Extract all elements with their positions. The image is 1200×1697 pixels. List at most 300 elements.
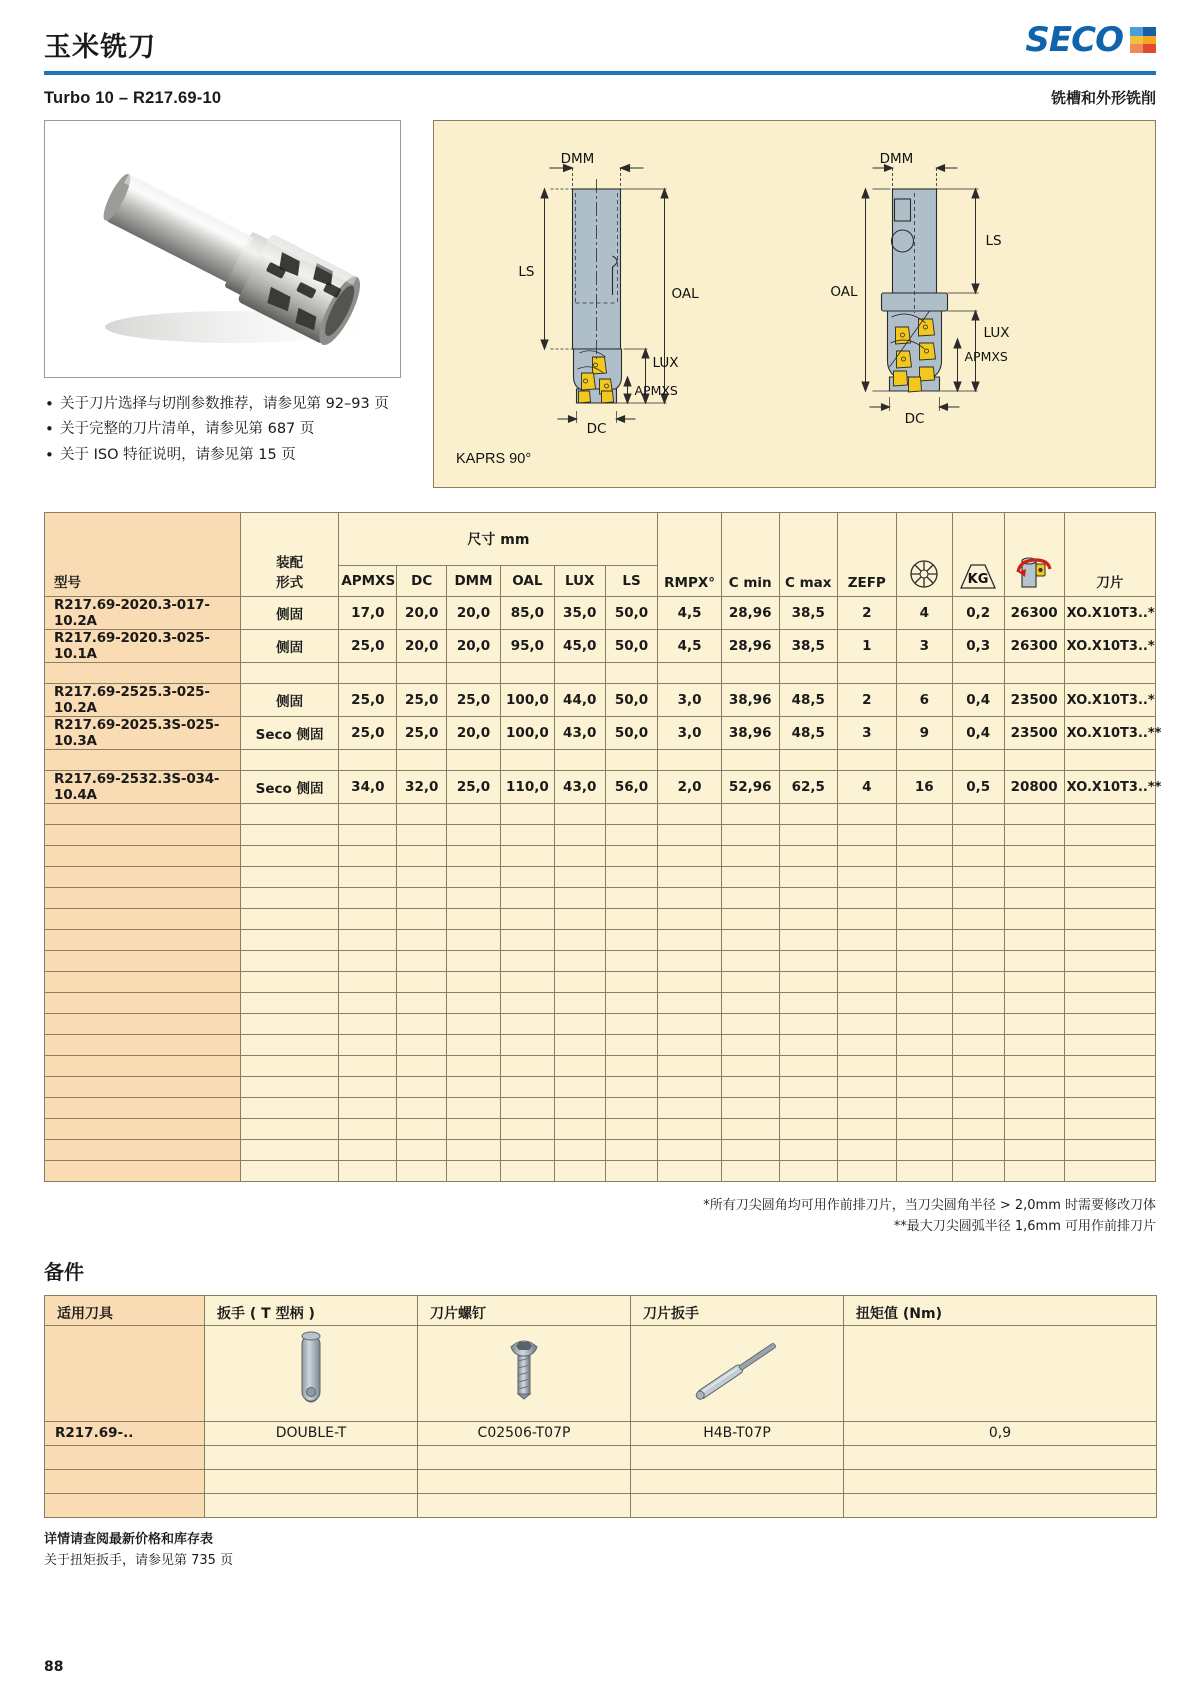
empty-cell [658,1056,721,1077]
empty-cell [240,888,338,909]
cell-cmin: 28,96 [721,630,779,663]
cell-dmm: 20,0 [447,630,501,663]
acc-col-key: 刀片扳手 [631,1295,844,1325]
empty-cell [500,1056,554,1077]
empty-cell [658,1140,721,1161]
spacer-cell [240,663,338,684]
empty-model-cell [45,909,241,930]
empty-cell [952,1056,1004,1077]
empty-cell [240,1140,338,1161]
spacer-cell [339,750,397,771]
cell-ls: 50,0 [605,597,658,630]
empty-cell [418,1469,631,1493]
empty-cell [605,972,658,993]
empty-cell [605,1056,658,1077]
cell-kg: 0,4 [952,717,1004,750]
empty-model-cell [45,993,241,1014]
col-header-max-rpm [1004,513,1064,597]
spacer-cell [240,750,338,771]
empty-cell [1004,993,1064,1014]
empty-model-cell [45,846,241,867]
col-group-dimensions: 尺寸 mm [339,513,658,566]
empty-cell [896,888,952,909]
empty-cell [554,972,605,993]
empty-cell [896,909,952,930]
empty-cell [605,825,658,846]
spacer-cell [896,663,952,684]
spacer-cell [658,750,721,771]
empty-cell [837,1056,896,1077]
empty-cell [658,1119,721,1140]
cell-apmxs: 25,0 [339,630,397,663]
empty-cell [1004,1161,1064,1182]
empty-cell [554,1098,605,1119]
spacer-cell [837,663,896,684]
acc-image-torque-blank [844,1325,1157,1421]
empty-cell [397,1056,447,1077]
logo-wordmark: SECO [1025,20,1123,60]
empty-cell [240,1035,338,1056]
empty-cell [554,1140,605,1161]
empty-cell [397,846,447,867]
spacer-cell [397,750,447,771]
cell-insert: XO.X10T3..* [1064,630,1155,663]
cell-rmpx: 3,0 [658,717,721,750]
spacer-cell [952,663,1004,684]
empty-cell [1064,1098,1155,1119]
col-header-zefp: ZEFP [837,513,896,597]
empty-cell [447,1119,501,1140]
empty-cell [339,804,397,825]
cell-dmm: 20,0 [447,717,501,750]
cell-teeth: 9 [896,717,952,750]
empty-cell [1064,993,1155,1014]
empty-cell [500,1140,554,1161]
empty-cell [500,1161,554,1182]
cell-zefp: 2 [837,597,896,630]
cell-apmxs: 25,0 [339,684,397,717]
empty-cell [952,951,1004,972]
empty-cell [658,1035,721,1056]
cell-insert: XO.X10T3..* [1064,684,1155,717]
spacer-cell [837,750,896,771]
empty-cell [658,972,721,993]
empty-cell [896,951,952,972]
table-empty-row [45,993,1156,1014]
empty-cell [779,804,837,825]
empty-cell [631,1445,844,1469]
cell-rmpx: 2,0 [658,771,721,804]
empty-cell [554,1161,605,1182]
cell-key: H4B-T07P [631,1421,844,1445]
page-header [44,0,1156,64]
empty-cell [240,1119,338,1140]
empty-cell [1004,846,1064,867]
empty-cell [837,867,896,888]
empty-cell [1004,1056,1064,1077]
table-empty-row [45,825,1156,846]
col-header-dmm: DMM [447,566,501,597]
empty-cell [205,1493,418,1517]
cell-kg: 0,4 [952,684,1004,717]
empty-cell [605,1035,658,1056]
empty-cell [837,804,896,825]
empty-cell [240,1098,338,1119]
empty-cell [1004,951,1064,972]
empty-cell [339,846,397,867]
footnote-double-star: **最大刀尖圆弧半径 1,6mm 可用作前排刀片 [893,1219,1156,1235]
cell-insert: XO.X10T3..* [1064,597,1155,630]
empty-model-cell [45,1077,241,1098]
empty-cell [1064,1056,1155,1077]
empty-model-cell [45,867,241,888]
empty-cell [1064,804,1155,825]
empty-cell [837,1035,896,1056]
empty-cell [447,804,501,825]
insert-key-icon [683,1332,791,1410]
empty-cell [721,1077,779,1098]
cell-teeth: 3 [896,630,952,663]
empty-cell [896,972,952,993]
empty-cell [1064,972,1155,993]
empty-cell [658,951,721,972]
cell-lux: 43,0 [554,771,605,804]
empty-cell [605,1077,658,1098]
bullet-item: • 关于完整的刀片清单，请参见第 687 页 [44,417,401,442]
empty-cell [779,1035,837,1056]
empty-cell [896,867,952,888]
empty-model-cell [45,972,241,993]
empty-cell [339,1035,397,1056]
table-empty-row [45,1056,1156,1077]
empty-cell [896,1077,952,1098]
empty-cell [1064,930,1155,951]
empty-cell [721,951,779,972]
empty-cell [1004,1140,1064,1161]
cell-mount: Seco 侧固 [240,771,338,804]
cell-screw: C02506-T07P [418,1421,631,1445]
cell-oal: 85,0 [500,597,554,630]
col-header-lux: LUX [554,566,605,597]
accessories-row [45,1421,1157,1445]
empty-cell [500,804,554,825]
empty-cell [605,993,658,1014]
cell-rpm: 20800 [1004,771,1064,804]
empty-cell [397,804,447,825]
cell-mount: Seco 侧固 [240,717,338,750]
empty-tool-cell [45,1493,205,1517]
table-row [45,630,1156,663]
cell-dmm: 25,0 [447,771,501,804]
col-header-cmax: C max [779,513,837,597]
cell-dc: 25,0 [397,717,447,750]
empty-cell [605,804,658,825]
empty-cell [1064,1035,1155,1056]
empty-cell [779,867,837,888]
table-empty-row [45,1014,1156,1035]
cell-cmax: 48,5 [779,717,837,750]
empty-cell [779,1140,837,1161]
empty-cell [844,1469,1157,1493]
spacer-cell [1004,750,1064,771]
cell-dc: 25,0 [397,684,447,717]
empty-cell [1064,951,1155,972]
empty-cell [240,972,338,993]
empty-tool-cell [45,1469,205,1493]
empty-cell [896,846,952,867]
empty-cell [339,951,397,972]
empty-cell [721,909,779,930]
empty-cell [500,972,554,993]
empty-cell [721,1140,779,1161]
empty-cell [896,1056,952,1077]
dim-label-apmxs: APMXS [634,383,678,398]
empty-cell [658,804,721,825]
empty-cell [658,888,721,909]
empty-cell [554,1077,605,1098]
col-header-dc: DC [397,566,447,597]
col-header-mount [240,513,338,597]
accessories-image-row [45,1325,1157,1421]
accessories-table [44,1295,1157,1518]
table-empty-row [45,951,1156,972]
empty-cell [1064,909,1155,930]
empty-cell [1064,825,1155,846]
spacer-cell [605,663,658,684]
table-empty-row [45,930,1156,951]
cell-wrench: DOUBLE-T [205,1421,418,1445]
table-spacer-row [45,750,1156,771]
empty-cell [554,1035,605,1056]
empty-cell [500,1014,554,1035]
col-header-insert: 刀片 [1064,513,1155,597]
table-empty-row [45,804,1156,825]
dim-label-lux: LUX [652,355,679,371]
empty-cell [721,888,779,909]
cell-cmin: 52,96 [721,771,779,804]
empty-cell [779,909,837,930]
cell-apmxs: 34,0 [339,771,397,804]
empty-cell [837,1119,896,1140]
empty-cell [1064,1077,1155,1098]
empty-cell [1004,804,1064,825]
empty-cell [1004,867,1064,888]
spacer-cell [605,750,658,771]
empty-cell [952,930,1004,951]
table-footnotes [44,1195,1156,1238]
cell-applicable-tool: R217.69-.. [45,1421,205,1445]
empty-cell [605,1119,658,1140]
empty-cell [837,1161,896,1182]
accessories-empty-row [45,1445,1157,1469]
empty-model-cell [45,930,241,951]
cell-model: R217.69-2532.3S-034-10.4A [45,771,241,804]
empty-cell [605,909,658,930]
empty-cell [397,972,447,993]
table-empty-row [45,1077,1156,1098]
empty-cell [896,1014,952,1035]
empty-cell [240,1077,338,1098]
spacer-cell [1064,750,1155,771]
empty-cell [554,909,605,930]
empty-cell [837,1077,896,1098]
table-empty-row [45,888,1156,909]
empty-cell [721,1035,779,1056]
empty-cell [896,1119,952,1140]
mount-line-2: 形式 [276,575,304,591]
cell-dc: 20,0 [397,630,447,663]
empty-cell [447,846,501,867]
table-empty-row [45,909,1156,930]
empty-cell [1004,888,1064,909]
spacer-model-cell [45,663,241,684]
dim-label-ls: LS [518,264,535,280]
empty-cell [240,825,338,846]
col-header-rmpx: RMPX° [658,513,721,597]
empty-cell [605,1098,658,1119]
empty-cell [397,1014,447,1035]
empty-cell [554,804,605,825]
empty-cell [447,1140,501,1161]
spacer-cell [397,663,447,684]
spacer-cell [1004,663,1064,684]
empty-cell [1064,1140,1155,1161]
accessories-empty-row [45,1493,1157,1517]
cutter-teeth-icon [906,557,942,591]
cell-zefp: 3 [837,717,896,750]
empty-cell [952,909,1004,930]
empty-cell [721,1056,779,1077]
empty-cell [447,930,501,951]
empty-model-cell [45,1014,241,1035]
empty-cell [837,972,896,993]
col-header-model: 型号 [45,513,241,597]
empty-cell [605,867,658,888]
empty-cell [1004,1098,1064,1119]
empty-cell [631,1493,844,1517]
application-label: 铣槽和外形铣削 [1050,90,1156,107]
bottom-note-price: 详情请查阅最新价格和库存表 [44,1531,214,1547]
empty-cell [500,993,554,1014]
kaprs-label: KAPRS 90° [456,451,532,467]
acc-col-tool: 适用刀具 [45,1295,205,1325]
cell-model: R217.69-2025.3S-025-10.3A [45,717,241,750]
empty-model-cell [45,804,241,825]
empty-cell [500,909,554,930]
spacer-cell [500,663,554,684]
cell-cmin: 38,96 [721,684,779,717]
spacer-cell [658,663,721,684]
table-empty-row [45,972,1156,993]
empty-cell [658,930,721,951]
empty-model-cell [45,1119,241,1140]
bullet-item: • 关于刀片选择与切削参数推荐，请参见第 92–93 页 [44,392,401,417]
empty-cell [240,909,338,930]
empty-cell [554,951,605,972]
cell-rpm: 23500 [1004,684,1064,717]
empty-cell [339,909,397,930]
spacer-cell [952,750,1004,771]
empty-cell [721,1119,779,1140]
empty-model-cell [45,1140,241,1161]
empty-cell [952,1140,1004,1161]
empty-cell [339,1140,397,1161]
empty-cell [952,993,1004,1014]
empty-cell [500,888,554,909]
dim-label-dmm: DMM [560,151,595,167]
empty-cell [779,930,837,951]
empty-cell [1064,846,1155,867]
empty-cell [844,1445,1157,1469]
empty-cell [779,1098,837,1119]
empty-cell [896,930,952,951]
empty-cell [397,993,447,1014]
empty-cell [721,972,779,993]
empty-cell [397,888,447,909]
empty-cell [952,972,1004,993]
spacer-cell [779,750,837,771]
spacer-cell [896,750,952,771]
empty-cell [779,1161,837,1182]
empty-cell [1064,1161,1155,1182]
cell-cmax: 48,5 [779,684,837,717]
table-row [45,597,1156,630]
cell-rpm: 26300 [1004,597,1064,630]
empty-cell [500,846,554,867]
cell-rpm: 23500 [1004,717,1064,750]
empty-cell [554,930,605,951]
empty-cell [554,1119,605,1140]
empty-cell [952,825,1004,846]
cell-teeth: 6 [896,684,952,717]
empty-cell [240,846,338,867]
empty-cell [240,930,338,951]
empty-cell [658,825,721,846]
col-header-weight [952,513,1004,597]
cell-kg: 0,2 [952,597,1004,630]
empty-model-cell [45,1098,241,1119]
empty-cell [397,951,447,972]
cell-insert: XO.X10T3..** [1064,771,1155,804]
dim-label-dmm-2: DMM [879,151,914,167]
empty-cell [447,1014,501,1035]
bullet-item: • 关于 ISO 特征说明，请参见第 15 页 [44,443,401,468]
cell-lux: 44,0 [554,684,605,717]
empty-cell [721,930,779,951]
empty-cell [779,1077,837,1098]
empty-cell [339,1161,397,1182]
acc-image-key [631,1325,844,1421]
empty-cell [339,825,397,846]
empty-cell [952,1077,1004,1098]
cell-rmpx: 4,5 [658,630,721,663]
cell-kg: 0,3 [952,630,1004,663]
cell-insert: XO.X10T3..** [1064,717,1155,750]
cell-lux: 43,0 [554,717,605,750]
empty-cell [240,867,338,888]
empty-cell [721,804,779,825]
cell-dc: 32,0 [397,771,447,804]
cell-rmpx: 4,5 [658,597,721,630]
empty-model-cell [45,951,241,972]
seco-logo [1025,20,1156,64]
cell-lux: 45,0 [554,630,605,663]
empty-cell [500,1035,554,1056]
empty-cell [447,909,501,930]
header-divider [44,71,1156,75]
cell-ls: 50,0 [605,684,658,717]
empty-cell [605,1161,658,1182]
